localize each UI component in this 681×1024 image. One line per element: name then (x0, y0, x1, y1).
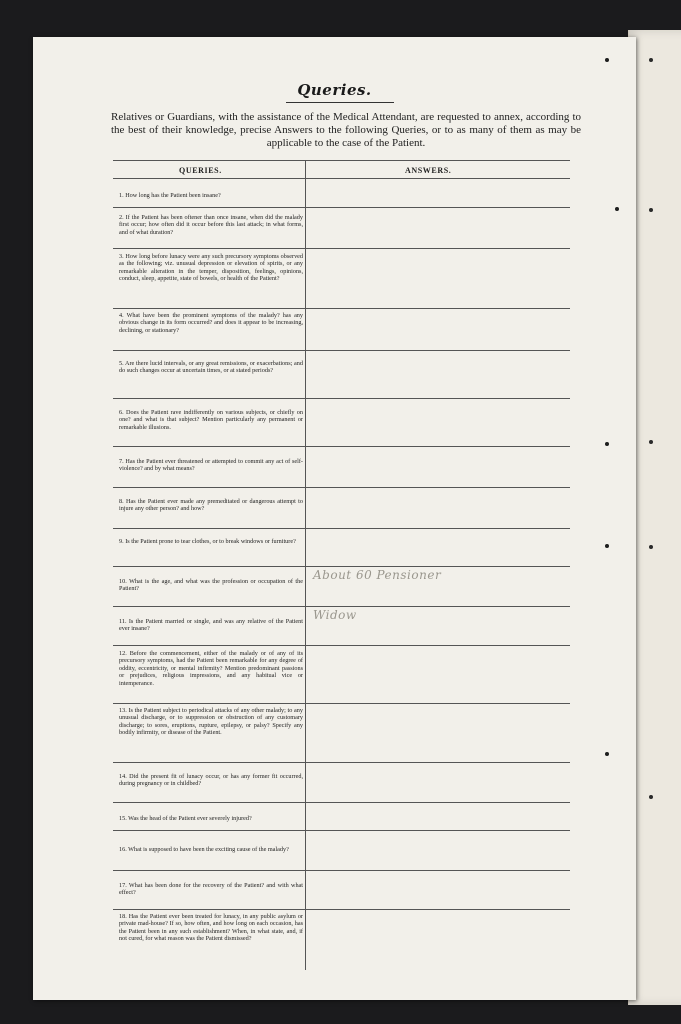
query-11: 11. Is the Patient married or single, and was any relative of the Patient ever insane? (119, 618, 303, 633)
table-rule (113, 487, 570, 488)
table-rule (113, 446, 570, 447)
query-7: 7. Has the Patient ever threatened or attempted to commit any act of self-violence? and by what means? (119, 458, 303, 473)
header-queries: QUERIES. (179, 166, 222, 175)
query-17: 17. What has been done for the recovery of the Patient? and with what effect? (119, 882, 303, 897)
table-rule (113, 528, 570, 529)
query-16: 16. What is supposed to have been the exciting cause of the malady? (119, 846, 289, 853)
query-5: 5. Are there lucid intervals, or any great remissions, or exacerbations; and do such changes occur at uncertain times, or at stated periods? (119, 360, 303, 375)
table-rule (113, 350, 570, 351)
punch-hole (605, 442, 609, 446)
punch-hole (649, 795, 653, 799)
table-rule (113, 606, 570, 607)
query-4: 4. What have been the prominent symptoms of the malady? has any obvious change in its form occurred? and does it appear to be increasing, declining, or stationary? (119, 312, 303, 334)
table-rule (113, 160, 570, 161)
punch-hole (605, 544, 609, 548)
table-rule (113, 178, 570, 179)
table-rule (113, 830, 570, 831)
query-1: 1. How long has the Patient been insane? (119, 192, 221, 199)
table-rule (113, 703, 570, 704)
query-10: 10. What is the age, and what was the profession or occupation of the Patient? (119, 578, 303, 593)
query-14: 14. Did the present fit of lunacy occur, or has any former fit occurred, during pregnancy or in childbed? (119, 773, 303, 788)
table-rule (113, 645, 570, 646)
query-3: 3. How long before lunacy were any such precursory symptoms observed as the following; viz. unusual depression or elevation of spirits, or any remarkable alteration in the temper, disposition, feelings, opinions, conduct, sleep, appetite, state of bowels, or health of the Patient? (119, 253, 303, 283)
table-rule (113, 398, 570, 399)
page-title: Queries. (297, 81, 372, 99)
table-rule (113, 870, 570, 871)
query-8: 8. Has the Patient ever made any premeditated or dangerous attempt to injure any other person? and how? (119, 498, 303, 513)
table-rule (113, 308, 570, 309)
query-6: 6. Does the Patient rave indifferently on various subjects, or chiefly on one? and what is that subject? Mention particularly any permanent or remarkable illusions. (119, 409, 303, 431)
punch-hole (649, 58, 653, 62)
title-underline (286, 102, 394, 103)
answer-10-handwritten: About 60 Pensioner (313, 568, 442, 582)
table-rule (113, 207, 570, 208)
query-12: 12. Before the commencement, either of the malady or of any of its precursory symptoms, had the Patient been remarkable for any degree of oddity, eccentricity, or mental infirmity? Mention predominant passions or prejudices, religious impressions, and any habitual vice or intemperance. (119, 650, 303, 687)
punch-hole (615, 207, 619, 211)
queries-table (113, 160, 570, 970)
answer-11-handwritten: Widow (313, 608, 357, 622)
form-page (33, 37, 636, 1000)
punch-hole (649, 545, 653, 549)
query-18: 18. Has the Patient ever been treated for lunacy, in any public asylum or private mad-house? If so, how often, and how long on each occasion, has the Patient been in any such establishment? When, in what state, and, if not cured, for what reason was the Patient dismissed? (119, 913, 303, 943)
table-rule (113, 909, 570, 910)
query-13: 13. Is the Patient subject to periodical attacks of any other malady; to any unusual discharge, or to suppression or obstruction of any customary discharge; to sores, eruptions, rupture, epilepsy, or palsy? Specify any bodily infirmity, or disease of the Patient. (119, 707, 303, 737)
table-rule (113, 566, 570, 567)
table-rule (113, 248, 570, 249)
table-rule (113, 802, 570, 803)
punch-hole (649, 208, 653, 212)
punch-hole (605, 58, 609, 62)
intro-text: Relatives or Guardians, with the assistance of the Medical Attendant, are requested to annex, according to the best of their knowledge, precise Answers to the following Queries, or to as many of them as may be applicable to the case of the Patient. (111, 111, 581, 149)
table-rule (113, 762, 570, 763)
query-15: 15. Was the head of the Patient ever severely injured? (119, 815, 252, 822)
column-divider (305, 160, 306, 970)
punch-hole (649, 440, 653, 444)
punch-hole (605, 752, 609, 756)
query-2: 2. If the Patient has been oftener than once insane, when did the malady first occur; how often did it occur before this last attack; in what forms, and of what duration? (119, 214, 303, 236)
query-9: 9. Is the Patient prone to tear clothes, or to break windows or furniture? (119, 538, 296, 545)
header-answers: ANSWERS. (405, 166, 452, 175)
